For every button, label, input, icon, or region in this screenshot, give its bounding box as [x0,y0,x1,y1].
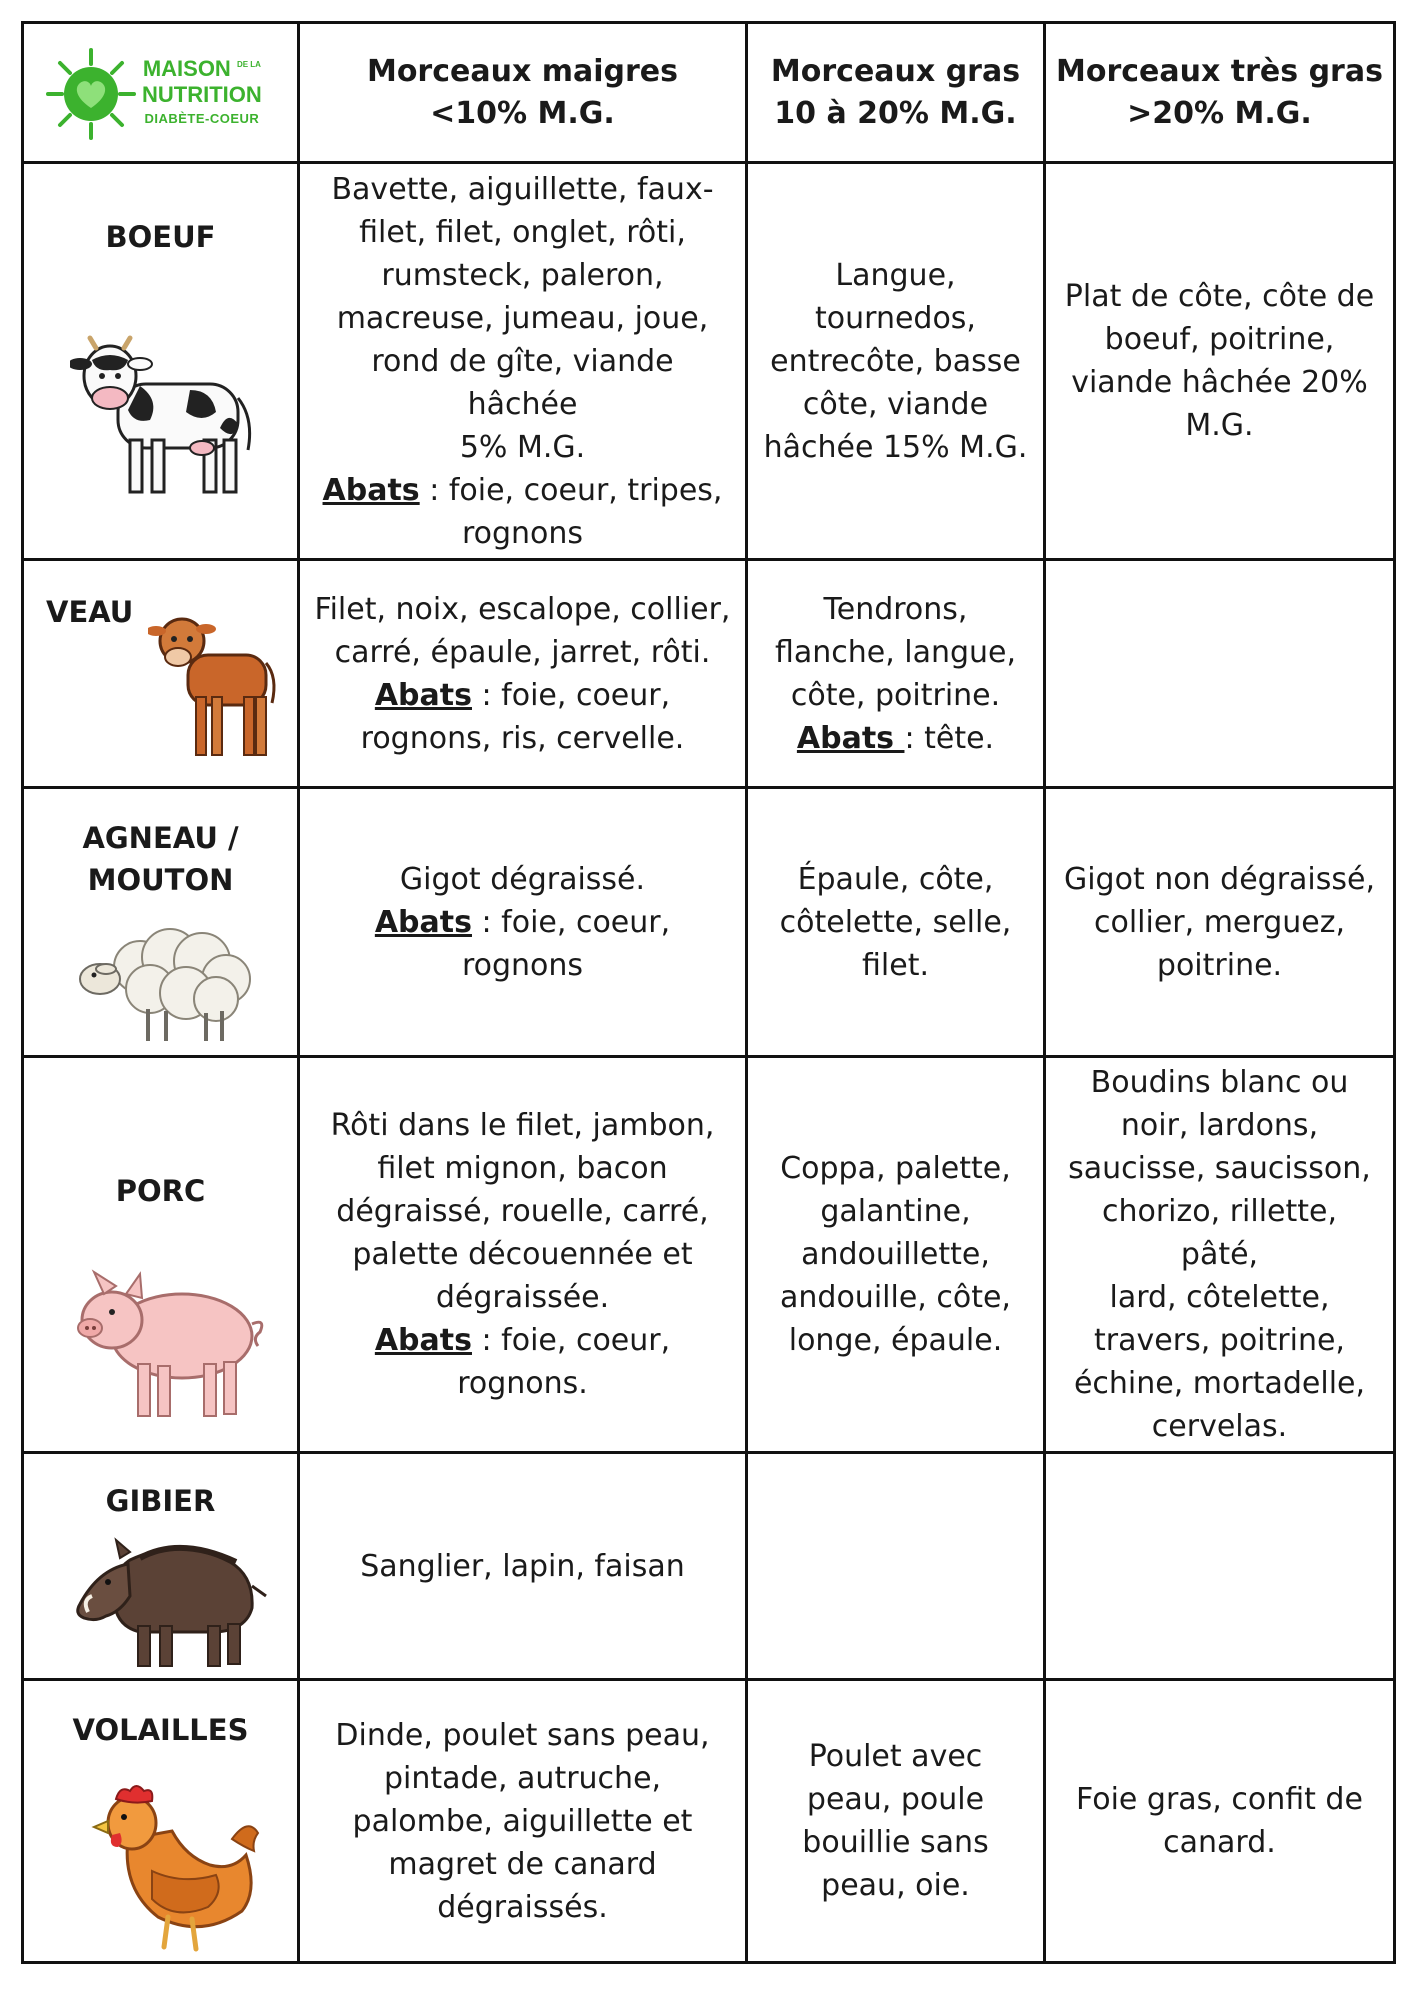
animal-name-boeuf: BOEUF [105,220,216,254]
porc-maigres [299,1057,747,1453]
porc-gras [747,1057,1045,1453]
animal-name-porc: PORC [115,1174,206,1208]
cell-line: longe, épaule. [788,1323,1003,1358]
cell-line: chorizo, rillette, pâté, [1101,1194,1338,1272]
cell-line: travers, poitrine, [1094,1323,1345,1358]
abats-label: Abats [322,472,420,508]
volailles-gras [747,1680,1045,1963]
animal-name-volailles: VOLAILLES [72,1713,249,1747]
boar-icon [70,1530,270,1670]
header-row [23,23,1395,163]
row-gibier [23,1453,1395,1680]
cell-line: échine, mortadelle, [1073,1366,1366,1401]
cell-line: Tendrons, [823,591,968,627]
cell-line: filet mignon, bacon [377,1151,668,1186]
logo-wordmark [142,52,262,130]
abats-text: : foie, coeur, [471,1323,671,1358]
cell-line: Plat de côte, côte de [1064,279,1375,314]
cell-line: bouillie sans [802,1825,989,1860]
abats-text: : tête. [904,720,995,756]
cow-icon [70,324,270,504]
boeuf-gras [747,163,1045,560]
logo-cell [23,23,299,163]
hen-icon [82,1779,262,1955]
cell-line: tournedos, [815,300,976,336]
cell-line: Rôti dans le filet, jambon, [330,1108,715,1143]
cell-line: noir, lardons, [1120,1108,1319,1143]
header-tres-gras [1045,23,1395,163]
cell-line: rumsteck, paleron, [381,257,664,293]
meat-fat-table-sheet [21,21,1396,1964]
agneau-tres-gras [1045,788,1395,1057]
animal-cell-porc [23,1057,299,1453]
row-volailles [23,1680,1395,1963]
row-porc [23,1057,1395,1453]
gibier-tres-gras [1045,1453,1395,1680]
cell-line: rond de gîte, viande hâchée [371,343,674,422]
cell-line: magret de canard [388,1846,657,1882]
veau-tres-gras [1045,560,1395,788]
header-maigres-title: Morceaux maigres [366,53,679,89]
header-tres-gras-range: >20% M.G. [1127,95,1312,131]
cell-line: 5% M.G. [459,429,586,465]
gibier-gras [747,1453,1045,1680]
agneau-gras [747,788,1045,1057]
cell-line: andouille, côte, [780,1280,1011,1315]
animal-cell-veau [23,560,299,788]
animal-name-gibier: GIBIER [105,1484,216,1518]
meat-cuts-table [21,21,1396,1964]
header-maigres [299,23,747,163]
cell-line: rognons. [457,1366,588,1401]
cell-line: Langue, [835,257,956,293]
heart-sun-logo-icon [46,44,136,144]
header-maigres-range: <10% M.G. [430,95,615,131]
animal-name-veau: VEAU [46,595,134,629]
cell-line: Foie gras, confit de [1076,1782,1363,1817]
animal-cell-agneau [23,788,299,1057]
animal-cell-boeuf [23,163,299,560]
cell-line: Coppa, palette, [780,1151,1011,1186]
abats-line [314,469,731,512]
cell-line: entrecôte, basse [770,343,1021,379]
abats-line [762,717,1029,760]
cell-line: canard. [1163,1825,1276,1860]
porc-tres-gras [1045,1057,1395,1453]
cell-line: andouillette, [801,1237,990,1272]
cell-line: viande hâchée 20% [1071,365,1368,400]
animal-name-agneau [24,817,297,901]
sheep-icon [70,917,270,1045]
header-gras [747,23,1045,163]
cell-line: Épaule, côte, [797,861,994,897]
cell-line: collier, merguez, [1093,904,1345,940]
row-boeuf [23,163,1395,560]
cell-line: filet, filet, onglet, rôti, [359,214,686,250]
cell-line: peau, poule [806,1782,985,1817]
animal-name-line: AGNEAU / [82,821,239,855]
cell-line: dégraissé, rouelle, carré, [336,1194,709,1229]
cell-line: palette découennée et [352,1237,693,1272]
logo-line-diabete-coeur: DIABÈTE-COEUR [144,111,260,126]
boeuf-maigres [299,163,747,560]
cell-line: lard, côtelette, [1109,1280,1330,1315]
veau-gras [747,560,1045,788]
boeuf-tres-gras [1045,163,1395,560]
abats-line [314,674,731,717]
cell-line: rognons, ris, cervelle. [360,720,685,756]
cell-line: Boudins blanc ou [1090,1065,1349,1100]
gibier-maigres [299,1453,747,1680]
cell-line: hâchée 15% M.G. [763,429,1028,465]
cell-line: filet. [862,947,929,983]
cell-line: Dinde, poulet sans peau, [335,1717,710,1753]
cell-line: pintade, autruche, [383,1760,662,1796]
cell-line: côte, poitrine. [790,677,1001,713]
cell-line: Bavette, aiguillette, faux- [331,171,714,207]
calf-icon [148,605,288,765]
pig-icon [70,1264,270,1424]
row-veau [23,560,1395,788]
cell-line: flanche, langue, [774,634,1017,670]
abats-line [314,1319,731,1362]
abats-text: : foie, coeur, rognons [461,904,671,983]
abats-label: Abats [796,720,905,756]
cell-line: M.G. [1185,408,1254,443]
cell-line: galantine, [820,1194,971,1229]
logo-line-maison: MAISON [142,56,231,81]
abats-label: Abats [374,677,472,713]
cell-line: Poulet avec [808,1739,983,1774]
abats-label: Abats [374,1323,472,1358]
cell-line: rognons [461,515,584,551]
cell-line: côtelette, selle, [779,904,1012,940]
cell-line: Filet, noix, escalope, collier, [314,591,731,627]
abats-line [314,901,731,987]
cell-line: boeuf, poitrine, [1104,322,1335,357]
cell-line: dégraissés. [437,1889,608,1925]
cell-line: côte, viande [802,386,989,422]
header-gras-range: 10 à 20% M.G. [774,95,1017,131]
cell-line: carré, épaule, jarret, rôti. [334,634,711,670]
cell-line: peau, oie. [821,1868,970,1903]
cell-line: palombe, aiguillette et [352,1803,693,1839]
abats-text: : foie, coeur, [471,677,671,713]
cell-line: macreuse, jumeau, joue, [336,300,709,336]
logo-line-nutrition: NUTRITION [142,82,262,107]
header-tres-gras-title: Morceaux très gras [1056,53,1383,89]
cell-line: Gigot dégraissé. [399,861,646,897]
animal-cell-volailles [23,1680,299,1963]
cell-line: Gigot non dégraissé, [1063,861,1376,897]
veau-maigres [299,560,747,788]
volailles-maigres [299,1680,747,1963]
animal-cell-gibier [23,1453,299,1680]
cell-line: poitrine. [1156,947,1283,983]
row-agneau-mouton [23,788,1395,1057]
cell-line: Sanglier, lapin, faisan [360,1548,685,1584]
cell-line: cervelas. [1151,1409,1288,1444]
abats-text: : foie, coeur, tripes, [419,472,723,508]
animal-name-line: MOUTON [87,863,234,897]
cell-line: dégraissée. [435,1280,610,1315]
abats-label: Abats [374,904,472,940]
logo-line-de-la: DE LA [236,60,261,69]
cell-line: saucisse, saucisson, [1068,1151,1371,1186]
header-gras-title: Morceaux gras [770,53,1021,89]
agneau-maigres [299,788,747,1057]
volailles-tres-gras [1045,1680,1395,1963]
